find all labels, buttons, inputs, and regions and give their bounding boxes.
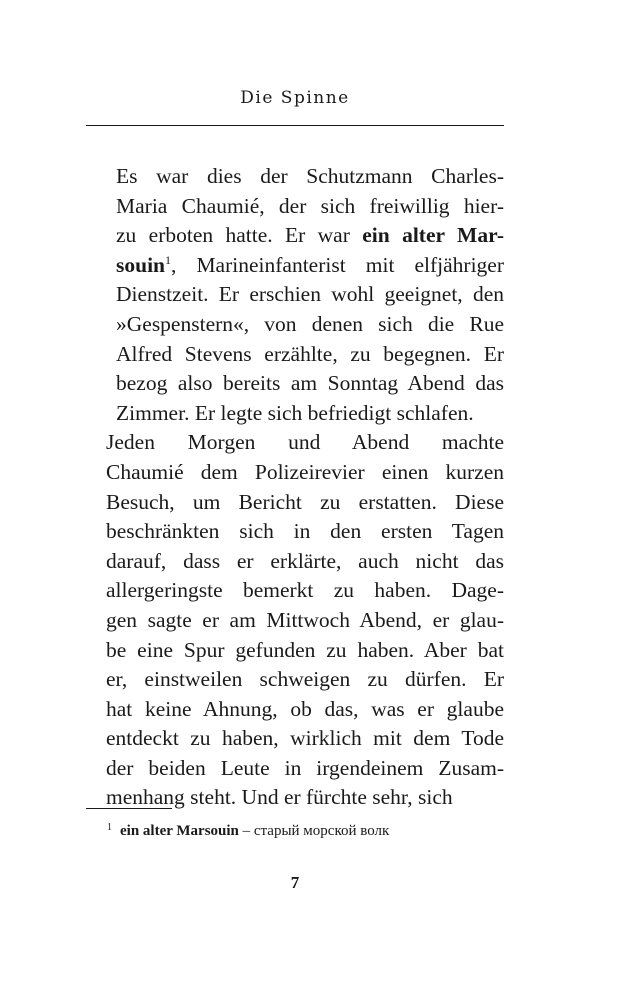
header-rule <box>86 125 504 126</box>
footnote <box>107 818 504 841</box>
text-run: er, einstweilen schweigen zu dürfen. Er <box>106 667 504 692</box>
text-run: Dienstzeit. Er erschien wohl geeignet, den <box>116 282 504 307</box>
text-run: gen sagte er am Mittwoch Abend, er glau- <box>106 607 504 632</box>
text-run: zu erboten hatte. Er war <box>116 223 363 248</box>
text-line <box>86 221 504 251</box>
bold-term: souin <box>116 252 166 277</box>
text-line <box>86 340 504 370</box>
text-line <box>86 547 504 577</box>
text-run: bezog also bereits am Sonntag Abend das <box>116 371 504 396</box>
paragraph <box>86 162 504 428</box>
running-head: Die Spinne <box>240 88 350 108</box>
text-line <box>86 369 504 399</box>
footnote-marker: 1 <box>107 822 112 833</box>
footnote-translation: – старый морской волк <box>238 823 390 839</box>
footnote-term: ein alter Marsouin <box>120 823 239 839</box>
text-line <box>86 310 504 340</box>
text-line <box>86 399 504 429</box>
footnote-rule <box>86 808 172 809</box>
text-run: Chaumié dem Polizeirevier einen kurzen <box>106 459 504 484</box>
text-run: Es war dies der Schutzmann Charles- <box>116 164 504 188</box>
text-line <box>86 517 504 547</box>
text-line <box>86 695 504 725</box>
text-run: entdeckt zu haben, wirklich mit dem Tode <box>106 726 504 751</box>
text-line <box>86 576 504 606</box>
text-run: der beiden Leute in irgendeinem Zusam- <box>106 755 504 780</box>
text-line <box>86 280 504 310</box>
text-run: darauf, dass er erklärte, auch nicht das <box>106 548 504 573</box>
text-line <box>86 724 504 754</box>
text-line <box>86 458 504 488</box>
text-run: , Marineinfanterist mit elfjähriger <box>171 252 504 277</box>
bold-term: ein alter Mar- <box>362 223 504 248</box>
text-line <box>86 665 504 695</box>
text-line <box>86 606 504 636</box>
text-run: be eine Spur gefunden zu haben. Aber bat <box>106 637 504 662</box>
text-run: Jeden Morgen und Abend machte <box>106 430 504 455</box>
body-text <box>86 162 504 813</box>
text-line <box>86 162 504 192</box>
text-run: Alfred Stevens erzählte, zu begegnen. Er <box>116 341 504 366</box>
text-line <box>86 636 504 666</box>
text-line <box>86 251 504 281</box>
text-run: Besuch, um Bericht zu erstatten. Diese <box>106 489 504 514</box>
text-run: hat keine Ahnung, ob das, was er glaube <box>106 696 504 721</box>
text-run: allergeringste bemerkt zu haben. Dage- <box>106 578 504 603</box>
text-line <box>86 488 504 518</box>
text-run: Zimmer. Er legte sich befriedigt schlafen. <box>116 400 474 425</box>
text-line <box>86 754 504 784</box>
text-run: beschränkten sich in den ersten Tagen <box>106 519 504 544</box>
paragraph <box>86 428 504 813</box>
text-line <box>86 192 504 222</box>
text-run: »Gespenstern«, von denen sich die Rue <box>116 311 504 336</box>
text-run: menhang steht. Und er fürchte sehr, sich <box>106 785 453 810</box>
page-number: 7 <box>290 873 300 892</box>
footnote-reference: 1 <box>165 252 172 267</box>
text-line <box>86 428 504 458</box>
text-run: Maria Chaumié, der sich freiwillig hier- <box>116 193 504 218</box>
